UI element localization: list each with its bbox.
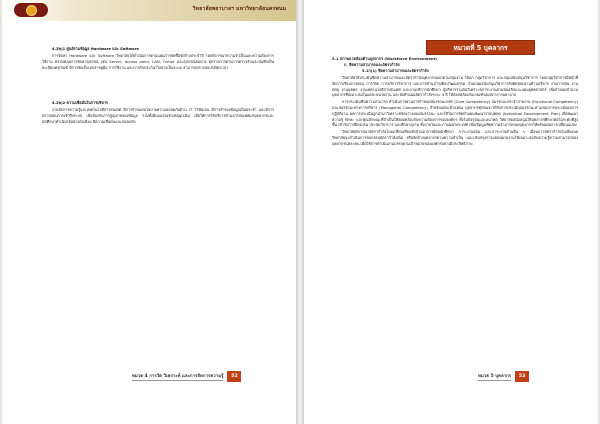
page-footer (132, 371, 241, 382)
subsection-label: ก. ขีดความสามารถและอัตรากำลัง (344, 62, 400, 67)
page-number: 53 (515, 371, 529, 382)
section-body: งานจัดการความรู้และเทคโนโลยีสารสนเทศ มีการกำหนดนโยบายความปลอดภัยด้าน IT ไว้ชัดเจน มีการสำรองข้อมูลเป็นประจำ และมีการตรวจสอบการเข้าถึงระบบ เพื่อป้องกันการสูญหายของข้อมูล รวมทั้งมีแผนรองรับเหตุฉุกเฉิน เพื่อให้การให้บริการด้านสารสนเทศแก่บุคลากรและนักศึกษาดำเนินได้อย่างต่อเนื่อง มีความเชื่อมั่นและปลอดภัย (42, 107, 274, 124)
emblem-center (26, 5, 37, 16)
page-number: 52 (227, 371, 241, 382)
section-body: การจัดหา Hardware และ Software วิทยาลัยได้ดำเนินการตามแผนการจัดซื้อจัดจ้างประจำปี โดยพิจารณาความจำเป็นและความต้องการใช้งาน ครอบคลุมการจัดหาอุปกรณ์ เช่น Server, Access point, LAN, Outlet และอุปกรณ์ต่อพ่วง ทุกรายการผ่านการตรวจรับและบันทึกเป็นทะเบียนครุภัณฑ์ มีการจัดเก็บเอกสารคู่มือ การใช้งาน และการรับประกันไว้อย่างเป็นระบบ สามารถตรวจสอบได้ทุกเวลา (42, 53, 274, 70)
page-header (2, 0, 296, 21)
chapter-title: หมวดที่ 5 บุคลากร (426, 40, 535, 55)
section-hardware-software (42, 47, 274, 72)
section-label: 5.1 สภาพแวดล้อมด้านบุคลากร (Workforce Environment) (332, 56, 437, 61)
footer-text: หมวด 4 การวัด วิเคราะห์ และการจัดการความรู้ (132, 374, 224, 379)
page-footer (478, 371, 529, 382)
paragraph: การประเมินขีดความสามารถ ดำเนินการผ่านการกำหนดสมรรถนะหลัก (Core Competency) สมรรถนะประจำสายงาน (Functional Competency) และสมรรถนะทางการบริหาร (Managerial Competency) สำหรับแต่ละตำแหน่ง บุคลากรทุกคนจะได้รับการประเมินสมรรถนะตามรอบการประเมินผลการปฏิบัติงาน ผลการประเมินถูกนำมาวิเคราะห์ช่องว่างของสมรรถนะ และใช้ในการจัดทำแผนพัฒนารายบุคคล (Individual Development Plan) เพื่อพัฒนาความรู้ ทักษะ และคุณลักษณะที่จำเป็นให้สอดคล้องกับความต้องการขององค์กร ทั้งในปัจจุบันและอนาคต วิทยาลัยสนับสนุนให้บุคลากรศึกษาต่อในระดับที่สูงขึ้น เข้ารับการฝึกอบรม ประชุมวิชาการ และศึกษาดูงาน ทั้งภายในและภายนอกประเทศ เพื่อเพิ่มพูนขีดความสามารถของบุคลากรให้พร้อมต่อการเปลี่ยนแปลง (332, 99, 578, 128)
college-emblem-icon (14, 3, 48, 17)
right-page (304, 0, 598, 424)
footer-text: หมวด 5 บุคลากร (478, 374, 512, 379)
header-title: วิทยาลัยพยาบาลฯ มหาวิทยาลัยนครพนม (192, 6, 286, 12)
section-heading: 4.2พ)1 ศูนย์รวมข้อมูล Hardware และ Software (52, 47, 139, 51)
chapter-content (332, 56, 578, 148)
item-label: 5.1ก(1) ขีดความสามารถและอัตรากำลัง (362, 69, 429, 74)
section-reliability (42, 101, 274, 126)
paragraph: วิทยาลัยได้ประเมินขีดความสามารถและอัตรากำลังบุคลากรแยกตามกลุ่มงาน ได้แก่ กลุ่มวิชาการ และกลุ่มสนับสนุนวิชาการ โดยกลุ่มวิชาการมีหน้าที่จัดการเรียนการสอน การวิจัย การบริการวิชาการ และการทำนุบำรุงศิลปวัฒนธรรม ส่วนกลุ่มสนับสนุนวิชาการรับผิดชอบงานด้านบริหาร งานการเงิน งานพัสดุ งานบุคคล งานเทคโนโลยีสารสนเทศ และงานบริการนักศึกษา ผู้บริหารร่วมกันวิเคราะห์ภาระงานตามพันธกิจและแผนยุทธศาสตร์ เพื่อกำหนดจำนวนบุคลากรที่เหมาะสมในแต่ละหน่วยงาน และจัดทำแผนอัตรากำลังระยะ 4 ปี ให้สอดคล้องกับเกณฑ์ของสภาการพยาบาล (332, 75, 578, 98)
left-page (2, 0, 296, 424)
section-heading: 4.2พ)2 ความเชื่อมั่นในการบริหาร (52, 101, 108, 105)
book-gutter (296, 0, 304, 424)
paragraph: วิทยาลัยพิจารณาอัตรากำลังโดยเปรียบเทียบสัดส่วนอาจารย์ต่อนักศึกษา ภาระงานสอน และภาระงานด้านอื่น ๆ เมื่อพบว่าอัตรากำลังไม่เพียงพอ วิทยาลัยจะดำเนินการขอกรอบอัตรากำลังเพิ่ม หรือจัดจ้างบุคลากรตามความจำเป็น และปรับปรุงการมอบหมายงานให้เหมาะสมกับความรู้ความสามารถของบุคลากรแต่ละคน เพื่อให้การดำเนินงานบรรลุตามเป้าหมายขององค์กรอย่างมีประสิทธิภาพ (332, 129, 578, 146)
